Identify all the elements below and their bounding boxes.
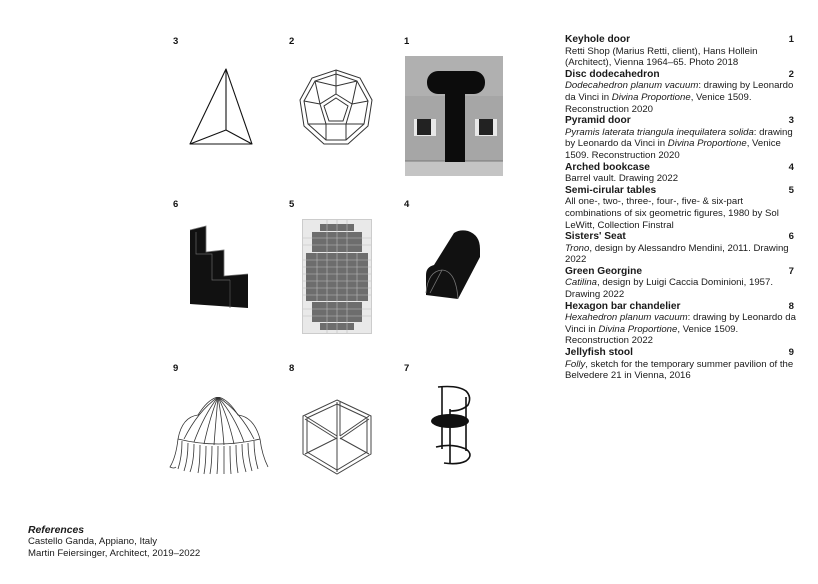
legend-entry-description: [565, 359, 797, 382]
dodecahedron-drawing: [296, 66, 376, 148]
legend-entry: [565, 69, 797, 115]
legend-entry-title: Hexagon bar chandelier: [565, 300, 681, 312]
description-text: : drawing by Leonardo da Vinci in: [565, 80, 794, 103]
legend-entry-title: Sisters' Seat: [565, 231, 626, 243]
legend-entry-number: 6: [788, 231, 794, 243]
legend-entry-number: 2: [788, 68, 794, 80]
italic-title: Folly: [565, 358, 586, 370]
legend-entry-description: [565, 46, 797, 69]
legend-entry-title: Disc dodecahedron: [565, 68, 660, 80]
description-text: , design by Luigi Caccia Dominioni, 1957. Drawing 2022: [565, 277, 773, 301]
figure-number-6: 6: [173, 199, 179, 210]
legend-entry-number: 4: [788, 161, 794, 173]
legend-entry: [565, 347, 797, 382]
description-text: : drawing by Leonardo da Vinci in: [565, 312, 796, 335]
figure-number-2: 2: [289, 36, 295, 47]
semi-circular-tables-grid: [302, 219, 372, 334]
figure-number-1: 1: [404, 36, 410, 47]
arched-bookcase-drawing: [424, 227, 484, 307]
figure-number-5: 5: [289, 199, 295, 210]
description-text: , Venice 1509. Reconstruction 2022: [565, 323, 739, 347]
italic-title: Dodecahedron planum vacuum: [565, 80, 699, 92]
legend-entry-description: [565, 277, 797, 300]
description-text: Retti Shop (Marius Retti, client), Hans Hollein (Architect), Vienna 1964–65. Photo 2018: [565, 45, 758, 69]
sisters-seat-drawing: [188, 224, 250, 309]
legend-entry-title: Green Georgine: [565, 265, 642, 277]
legend-entry: [565, 115, 797, 161]
legend-entry: [565, 162, 797, 185]
legend-entry-title: Pyramid door: [565, 115, 631, 127]
description-text: All one-, two-, three-, four-, five- & six-part combinations of six geometric figures, 1980 by Sol LeWitt, Collection Finstral: [565, 196, 779, 231]
italic-title: Pyramis laterata triangula inequilatera solida: [565, 126, 754, 138]
italic-title: Hexahedron planum vacuum: [565, 312, 688, 324]
description-text: , design by Alessandro Mendini, 2011. Drawing 2022: [565, 242, 789, 266]
description-text: , Venice 1509. Reconstruction 2020: [565, 91, 752, 115]
references-location: Castello Ganda, Appiano, Italy: [28, 536, 158, 548]
legend-entry: [565, 266, 797, 301]
italic-title: Catilina: [565, 277, 597, 289]
description-text: , Venice 1509. Reconstruction 2020: [565, 138, 781, 161]
legend-entry-number: 5: [788, 184, 794, 196]
legend-entry-description: [565, 196, 797, 231]
figure-number-7: 7: [404, 363, 410, 374]
figure-number-4: 4: [404, 199, 410, 210]
legend-entry-description: [565, 312, 797, 347]
italic-title: Trono: [565, 242, 590, 254]
references-title: References: [28, 525, 85, 536]
figure-number-9: 9: [173, 363, 179, 374]
jellyfish-stool-sketch: [168, 397, 270, 477]
description-text: : drawing by Leonardo da Vinci in: [565, 126, 793, 150]
legend-entry: [565, 301, 797, 347]
figure-number-3: 3: [173, 36, 179, 47]
legend-entry-description: [565, 80, 797, 115]
legend-entry: [565, 231, 797, 266]
legend-entry-title: Jellyfish stool: [565, 347, 633, 359]
hexahedron-chandelier-drawing: [299, 398, 375, 478]
legend-entry-title: Keyhole door: [565, 34, 631, 45]
legend-entry-description: [565, 173, 797, 185]
legend-entry-number: 3: [788, 115, 794, 127]
italic-title: Divina Proportione: [598, 323, 678, 335]
green-georgine-chair-drawing: [428, 383, 478, 465]
legend-entry-description: [565, 243, 797, 266]
keyhole-door-photo: [405, 56, 503, 176]
legend-entry-title: Semi-cirular tables: [565, 184, 657, 196]
italic-title: Divina Proportione: [611, 91, 691, 103]
description-text: , sketch for the temporary summer pavilion of the Belvedere 21 in Vienna, 2016: [565, 358, 794, 382]
legend-entry-number: 9: [788, 347, 794, 359]
description-text: Barrel vault. Drawing 2022: [565, 173, 679, 185]
legend-entry-description: [565, 127, 797, 162]
legend-entry-number: 7: [788, 265, 794, 277]
figure-legend: [565, 34, 797, 382]
legend-entry-number: 1: [788, 34, 794, 45]
pyramid-drawing: [186, 66, 256, 148]
legend-entry: [565, 34, 797, 69]
legend-entry: [565, 185, 797, 231]
legend-entry-title: Arched bookcase: [565, 161, 650, 173]
references-architect: Martin Feiersinger, Architect, 2019–2022: [28, 547, 201, 559]
figure-number-8: 8: [289, 363, 295, 374]
italic-title: Divina Proportione: [667, 138, 747, 150]
references-block: [28, 525, 200, 559]
legend-entry-number: 8: [788, 300, 794, 312]
